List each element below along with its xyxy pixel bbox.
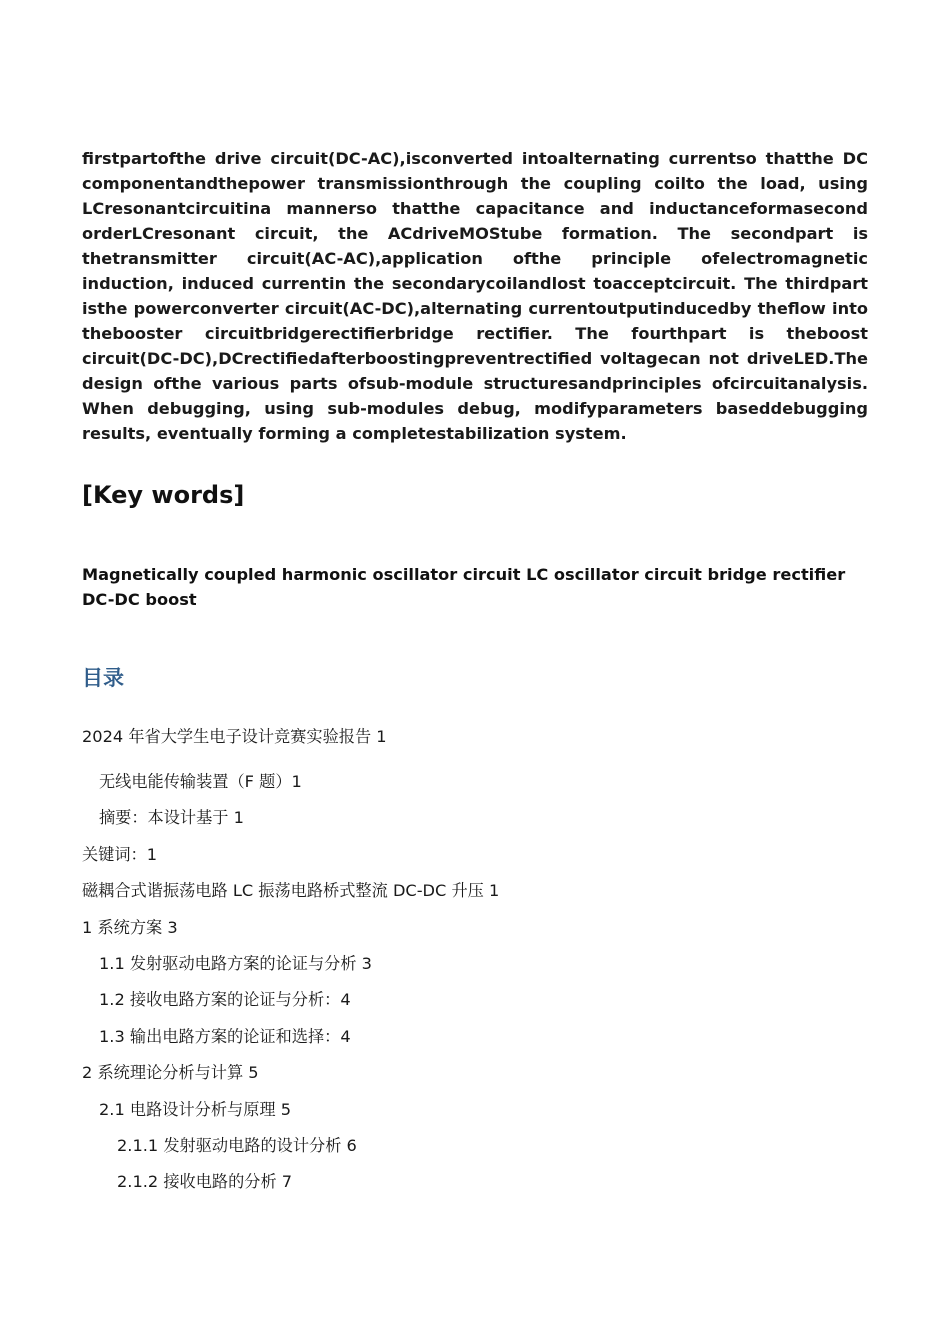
toc-entry[interactable]: 2 系统理论分析与计算 5 (82, 1063, 259, 1083)
keywords-text: Magnetically coupled harmonic oscillator circuit LC oscillator circuit bridge rectifier DC-DC boost (82, 565, 846, 609)
toc-entry[interactable]: 1.3 输出电路方案的论证和选择：4 (99, 1026, 351, 1046)
toc-heading: 目录 (82, 666, 124, 690)
toc-entry[interactable]: 关键词：1 (82, 844, 158, 864)
toc-entry[interactable]: 2.1 电路设计分析与原理 5 (99, 1099, 292, 1119)
toc-entry[interactable]: 2.1.1 发射驱动电路的设计分析 6 (117, 1135, 357, 1155)
table-of-contents (82, 726, 868, 1193)
toc-entry[interactable]: 1.2 接收电路方案的论证与分析：4 (99, 990, 351, 1010)
toc-entry[interactable]: 磁耦合式谐振荡电路 LC 振荡电路桥式整流 DC-DC 升压 1 (82, 881, 500, 901)
toc-entry[interactable]: 1.1 发射驱动电路方案的论证与分析 3 (99, 953, 372, 973)
toc-entry[interactable]: 无线电能传输装置（F 题）1 (99, 772, 302, 791)
abstract-paragraph: firstpartofthe drive circuit(DC-AC),isconverted intoalternating currentso thatthe DC componentandthepower transmissionthrough the coupling coilto the load, using LCresonantcircuitina mannerso thatthe capacitance and inductanceformasecond orderLCresonant circuit, the ACdriveMOStube formation. The secondpart is thetransmitter circuit(AC-AC),application ofthe principle ofelectromagnetic induction, induced currentin the secondarycoilandlost toacceptcircuit. The thirdpart isthe powerconverter circuit(AC-DC),alternating currentoutputinducedby theflow into thebooster circuitbridgerectifierbridge rectifier. The fourthpart is theboost circuit(DC-DC),DCrectifiedafterboostingpreventrectified voltagecan not driveLED.The design ofthe various parts ofsub-module structuresandprinciples ofcircuitanalysis. When debugging, using sub-modules debug, modifyparameters baseddebugging results, eventually forming a completestabilization system. (82, 149, 868, 443)
document-page (82, 146, 868, 1208)
keywords-heading: [Key words] (82, 481, 245, 509)
toc-entry[interactable]: 摘要：本设计基于 1 (99, 808, 244, 828)
toc-entry[interactable]: 2.1.2 接收电路的分析 7 (117, 1172, 293, 1192)
toc-entry[interactable]: 2024 年省大学生电子设计竞赛实验报告 1 (82, 727, 387, 746)
toc-entry[interactable]: 1 系统方案 3 (82, 917, 178, 937)
